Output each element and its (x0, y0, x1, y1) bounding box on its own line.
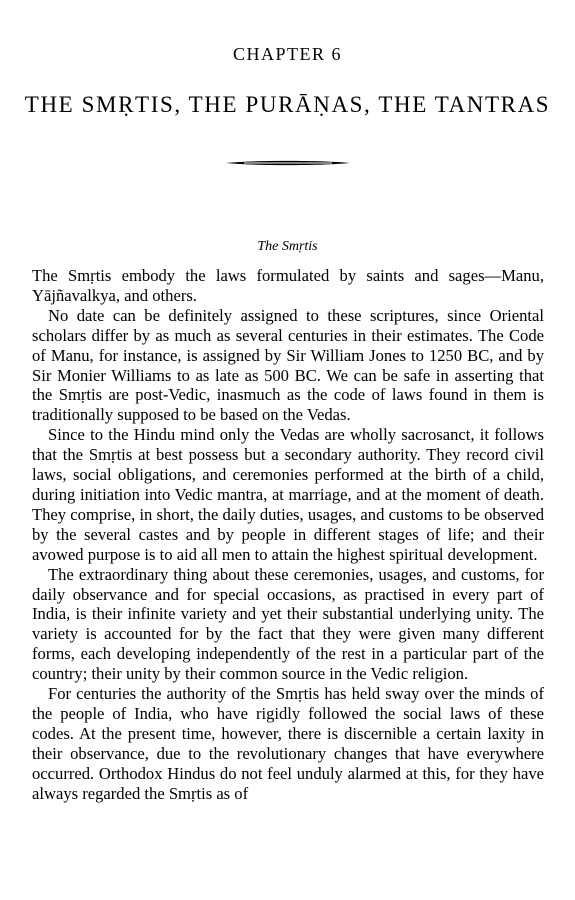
chapter-title: THE SMṚTIS, THE PURĀṆAS, THE TANTRAS (24, 92, 551, 117)
paragraph: Since to the Hindu mind only the Vedas are wholly sacrosanct, it follows that the Smṛtis at best possess but a secondary authority. They record civil laws, social obligations, and ceremonies performed at the birth of a child, during initiation into Vedic mantra, at marriage, and at the moment of death. They comprise, in short, the daily duties, usages, and customs to be observed by the several castes and by people in different stages of life; and their avowed purpose is to aid all men to attain the highest spiritual development. (32, 425, 544, 564)
paragraph: For centuries the authority of the Smṛtis has held sway over the minds of the people of India, who have rigidly followed the social laws of these codes. At the present time, however, there is discernible a certain laxity in their observance, due to the revolutionary changes that have everywhere occurred. Orthodox Hindus do not feel unduly alarmed at this, for they have always regarded the Smṛtis as of (32, 684, 544, 803)
paragraph: No date can be definitely assigned to these scriptures, since Oriental scholars differ by as much as several centuries in their estimates. The Code of Manu, for instance, is assigned by Sir William Jones to 1250 BC, and by Sir Monier Williams to as late as 500 BC. We can be safe in asserting that the Smṛtis are post-Vedic, inasmuch as the code of laws found in them is traditionally supposed to be based on the Vedas. (32, 305, 544, 425)
section-heading: The Smṛtis (257, 239, 318, 254)
body-text (32, 266, 544, 803)
ornamental-rule (226, 157, 350, 169)
chapter-label: CHAPTER 6 (232, 44, 342, 64)
paragraph: The Smṛtis embody the laws formulated by saints and sages—Manu, Yājñavalkya, and others. (32, 266, 544, 305)
paragraph: The extraordinary thing about these ceremonies, usages, and customs, for daily observance and for special occasions, as practised in every part of India, is their infinite variety and yet their substantial underlying unity. The variety is accounted for by the fact that they were given many different forms, each developing independently of the rest in a particular part of the country; their unity by their common source in the Vedic religion. (32, 564, 544, 684)
